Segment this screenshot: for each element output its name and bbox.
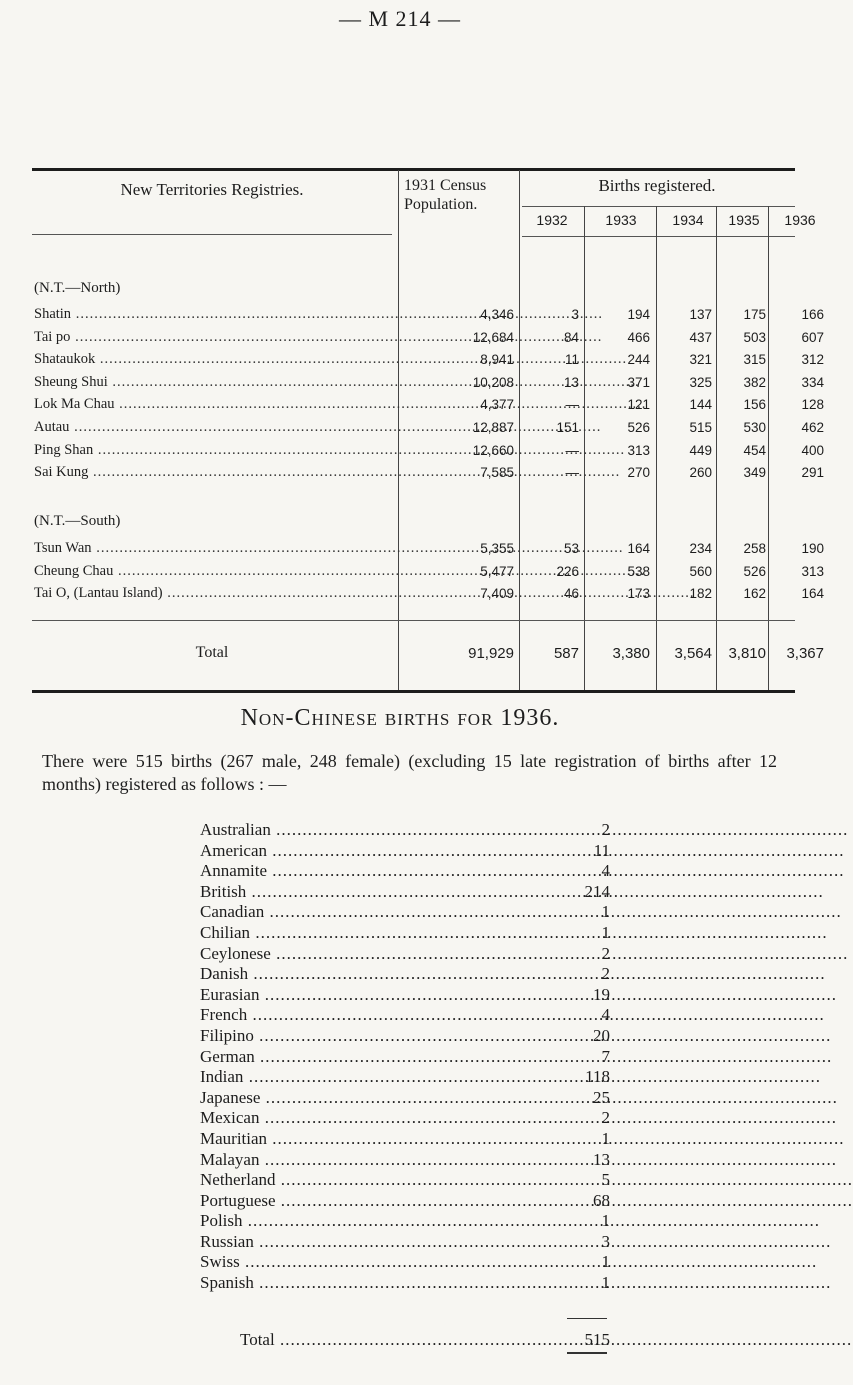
births-value-1932: 3 [571, 307, 579, 322]
births-value-1936: 312 [801, 352, 824, 368]
nationality-count: 2 [601, 943, 610, 963]
census-population: 10,208 [472, 374, 514, 390]
table-row [32, 328, 824, 351]
births-value-1933: 164 [627, 541, 650, 556]
births-value-1935: 156 [743, 397, 766, 413]
births-value-1933: 173 [627, 586, 650, 602]
list-item [200, 841, 610, 862]
nationality-name: Annamite ..... [200, 861, 560, 881]
registry-name: Tai O, (Lantau Island) ..... [34, 585, 392, 602]
nationality-count: 4 [601, 861, 610, 881]
list-item [200, 1232, 610, 1253]
list-item [200, 1005, 610, 1026]
births-table [32, 170, 824, 690]
nationality-count: 1 [601, 1273, 610, 1293]
year-1934: 1934 [672, 212, 704, 228]
table-row [32, 464, 824, 486]
births-value-1932: — [565, 442, 579, 458]
nationality-name: Japanese ..... [200, 1088, 560, 1108]
column-header-registries: New Territories Registries. [120, 180, 304, 199]
births-value-1934: 560 [689, 563, 712, 579]
year-1935: 1935 [728, 212, 760, 228]
nationality-name: Australian ..... [200, 820, 560, 840]
births-value-1932: 53 [563, 541, 579, 556]
year-1933: 1933 [605, 212, 637, 228]
year-1936: 1936 [784, 212, 816, 228]
births-value-1934: 144 [689, 397, 712, 413]
nationalities-list [200, 820, 610, 1294]
nationality-count: 2 [601, 964, 610, 984]
nationality-name: Mexican ..... [200, 1108, 560, 1128]
nationality-count: 3 [601, 1231, 610, 1251]
list-item [200, 1170, 610, 1191]
list-item [200, 1252, 610, 1273]
nationality-count: 1 [601, 1128, 610, 1148]
births-value-1935: 382 [743, 374, 766, 390]
census-population: 4,377 [480, 397, 514, 413]
births-value-1936: 462 [801, 420, 824, 435]
list-item [200, 1088, 610, 1109]
births-value-1936: 190 [801, 541, 824, 556]
births-value-1935: 503 [743, 329, 766, 345]
births-value-1933: 194 [627, 307, 650, 322]
census-population: 4,346 [480, 307, 514, 322]
nationality-name: Malayan ..... [200, 1150, 560, 1170]
total-1935: 3,810 [728, 645, 766, 662]
list-item [200, 882, 610, 903]
nationality-name: Canadian ..... [200, 902, 560, 922]
nationality-name: Indian ..... [200, 1067, 560, 1087]
nationality-name: Russian ..... [200, 1232, 560, 1252]
nationality-count: 13 [593, 1149, 610, 1169]
births-value-1932: — [565, 465, 579, 481]
births-value-1933: 313 [627, 442, 650, 458]
births-value-1934: 515 [689, 420, 712, 435]
list-item [200, 1150, 610, 1171]
census-population: 5,477 [480, 563, 514, 579]
births-value-1933: 270 [627, 465, 650, 481]
census-population: 7,409 [480, 586, 514, 602]
nationality-count: 5 [601, 1170, 610, 1190]
births-value-1932: 13 [563, 374, 579, 390]
births-value-1933: 466 [627, 329, 650, 345]
list-item [200, 1067, 610, 1088]
births-value-1934: 437 [689, 329, 712, 345]
registry-name: Sheung Shui ..... [34, 374, 392, 391]
births-value-1933: 526 [627, 420, 650, 435]
table-row [32, 562, 824, 585]
births-value-1935: 349 [743, 465, 766, 481]
nationality-count: 20 [593, 1025, 610, 1045]
nationality-count: 1 [601, 1211, 610, 1231]
births-value-1934: 325 [689, 374, 712, 390]
nationalities-total-value: 515 [584, 1330, 610, 1349]
table-bottom-rule [32, 690, 795, 693]
nationality-name: Danish ..... [200, 964, 560, 984]
births-value-1932: 151 [556, 420, 579, 435]
list-item [200, 923, 610, 944]
births-value-1932: 46 [563, 586, 579, 602]
nationality-name: American ..... [200, 841, 560, 861]
registry-name: Tai po ..... [34, 329, 392, 346]
nationality-name: Eurasian ..... [200, 985, 560, 1005]
table-row [32, 351, 824, 373]
births-value-1935: 258 [743, 541, 766, 556]
list-item [200, 964, 610, 985]
registry-name: Sai Kung ..... [34, 464, 392, 481]
births-value-1936: 607 [801, 329, 824, 345]
births-value-1934: 449 [689, 442, 712, 458]
table-row [32, 441, 824, 464]
census-population: 12,684 [472, 329, 514, 345]
nationality-count: 68 [593, 1190, 610, 1210]
births-value-1933: 121 [627, 397, 650, 413]
nationality-count: 19 [593, 984, 610, 1004]
list-item [200, 985, 610, 1006]
births-value-1936: 313 [801, 563, 824, 579]
census-population: 5,355 [480, 541, 514, 556]
registry-name: Autau ..... [34, 419, 392, 436]
total-1936: 3,367 [786, 645, 824, 662]
births-value-1934: 137 [689, 307, 712, 322]
births-value-1932: 226 [556, 563, 579, 579]
table-row [32, 540, 824, 562]
table-total-row [32, 644, 824, 666]
list-item [200, 1273, 610, 1294]
list-item [200, 1191, 610, 1212]
table-row [32, 373, 824, 396]
births-subheader-rule [522, 206, 795, 207]
subtotal-rule [32, 620, 795, 621]
list-total-rule [567, 1318, 607, 1319]
births-value-1936: 400 [801, 442, 824, 458]
table-row [32, 306, 824, 328]
nationality-count: 4 [601, 1005, 610, 1025]
list-item [200, 1129, 610, 1150]
births-value-1934: 234 [689, 541, 712, 556]
births-value-1932: 11 [564, 352, 579, 368]
total-1934: 3,564 [674, 645, 712, 662]
births-value-1935: 315 [743, 352, 766, 368]
list-total-underline [567, 1352, 607, 1354]
nationality-count: 11 [593, 840, 610, 860]
group-south: (N.T.—South) [34, 513, 121, 529]
years-rule [522, 236, 795, 237]
list-item [200, 1026, 610, 1047]
nationality-count: 2 [601, 820, 610, 839]
total-1932: 587 [553, 645, 579, 662]
births-value-1934: 321 [689, 352, 712, 368]
nationality-count: 118 [585, 1067, 610, 1087]
table-row [32, 419, 824, 441]
column-header-births: Births registered. [598, 176, 716, 195]
births-value-1932: 84 [563, 329, 579, 345]
list-item [200, 902, 610, 923]
nationality-count: 214 [584, 881, 610, 901]
census-population: 12,887 [472, 420, 514, 435]
births-value-1933: 538 [627, 563, 650, 579]
births-value-1936: 291 [801, 465, 824, 481]
list-item [200, 1108, 610, 1129]
table-row [32, 585, 824, 607]
births-value-1932: — [565, 397, 579, 413]
page-header: — M 214 — [338, 6, 462, 31]
list-item [200, 944, 610, 965]
nationality-count: 1 [601, 902, 610, 922]
census-population: 7,585 [480, 465, 514, 481]
total-pop: 91,929 [468, 645, 514, 662]
list-item [200, 861, 610, 882]
nationalities-total [240, 1330, 610, 1352]
census-population: 12,660 [472, 442, 514, 458]
births-value-1935: 175 [743, 307, 766, 322]
births-value-1934: 182 [689, 586, 712, 602]
nationality-name: British ..... [200, 882, 560, 902]
nationality-count: 7 [601, 1046, 610, 1066]
registry-name: Shatin ..... [34, 306, 392, 323]
nationality-name: Polish ..... [200, 1211, 560, 1231]
births-value-1936: 128 [801, 397, 824, 413]
section-title: Non-Chinese births for 1936. [240, 705, 560, 731]
nationality-count: 1 [601, 922, 610, 942]
births-value-1934: 260 [689, 465, 712, 481]
total-1933: 3,380 [612, 645, 650, 662]
list-item [200, 820, 610, 841]
total-label: Total [195, 644, 229, 661]
year-1932: 1932 [536, 212, 568, 228]
registry-name: Ping Shan ..... [34, 442, 392, 459]
nationality-name: Mauritian ..... [200, 1129, 560, 1149]
nationality-name: Ceylonese ..... [200, 944, 560, 964]
births-value-1933: 371 [627, 374, 650, 390]
nationality-name: Portuguese ..... [200, 1191, 560, 1211]
registry-name: Tsun Wan ..... [34, 540, 392, 557]
nationality-name: Swiss ..... [200, 1252, 560, 1272]
census-population: 8,941 [480, 352, 514, 368]
nationality-count: 1 [601, 1252, 610, 1272]
table-row [32, 396, 824, 418]
header-rule-left [32, 234, 392, 235]
registry-name: Lok Ma Chau ..... [34, 396, 392, 413]
column-header-census: 1931 Census Population. [404, 177, 487, 213]
births-value-1933: 244 [627, 352, 650, 368]
section-paragraph: There were 515 births (267 male, 248 female) (excluding 15 late registration of births after 12 months) registered as follows : — [42, 751, 777, 794]
births-value-1935: 454 [743, 442, 766, 458]
nationalities-total-label: Total ..... [240, 1330, 560, 1350]
births-value-1936: 164 [801, 586, 824, 602]
births-value-1935: 530 [743, 420, 766, 435]
registry-name: Cheung Chau ..... [34, 563, 392, 580]
nationality-name: French ..... [200, 1005, 560, 1025]
births-value-1936: 166 [801, 307, 824, 322]
nationality-name: Spanish ..... [200, 1273, 560, 1293]
list-item [200, 1047, 610, 1068]
nationality-count: 25 [593, 1087, 610, 1107]
nationality-name: Chilian ..... [200, 923, 560, 943]
list-item [200, 1211, 610, 1232]
births-value-1935: 162 [743, 586, 766, 602]
nationality-name: German ..... [200, 1047, 560, 1067]
nationality-name: Filipino ..... [200, 1026, 560, 1046]
registry-name: Shataukok ..... [34, 351, 392, 368]
births-value-1935: 526 [743, 563, 766, 579]
group-north: (N.T.—North) [34, 280, 121, 296]
births-value-1936: 334 [801, 374, 824, 390]
nationality-count: 2 [601, 1108, 610, 1128]
nationality-name: Netherland ..... [200, 1170, 560, 1190]
